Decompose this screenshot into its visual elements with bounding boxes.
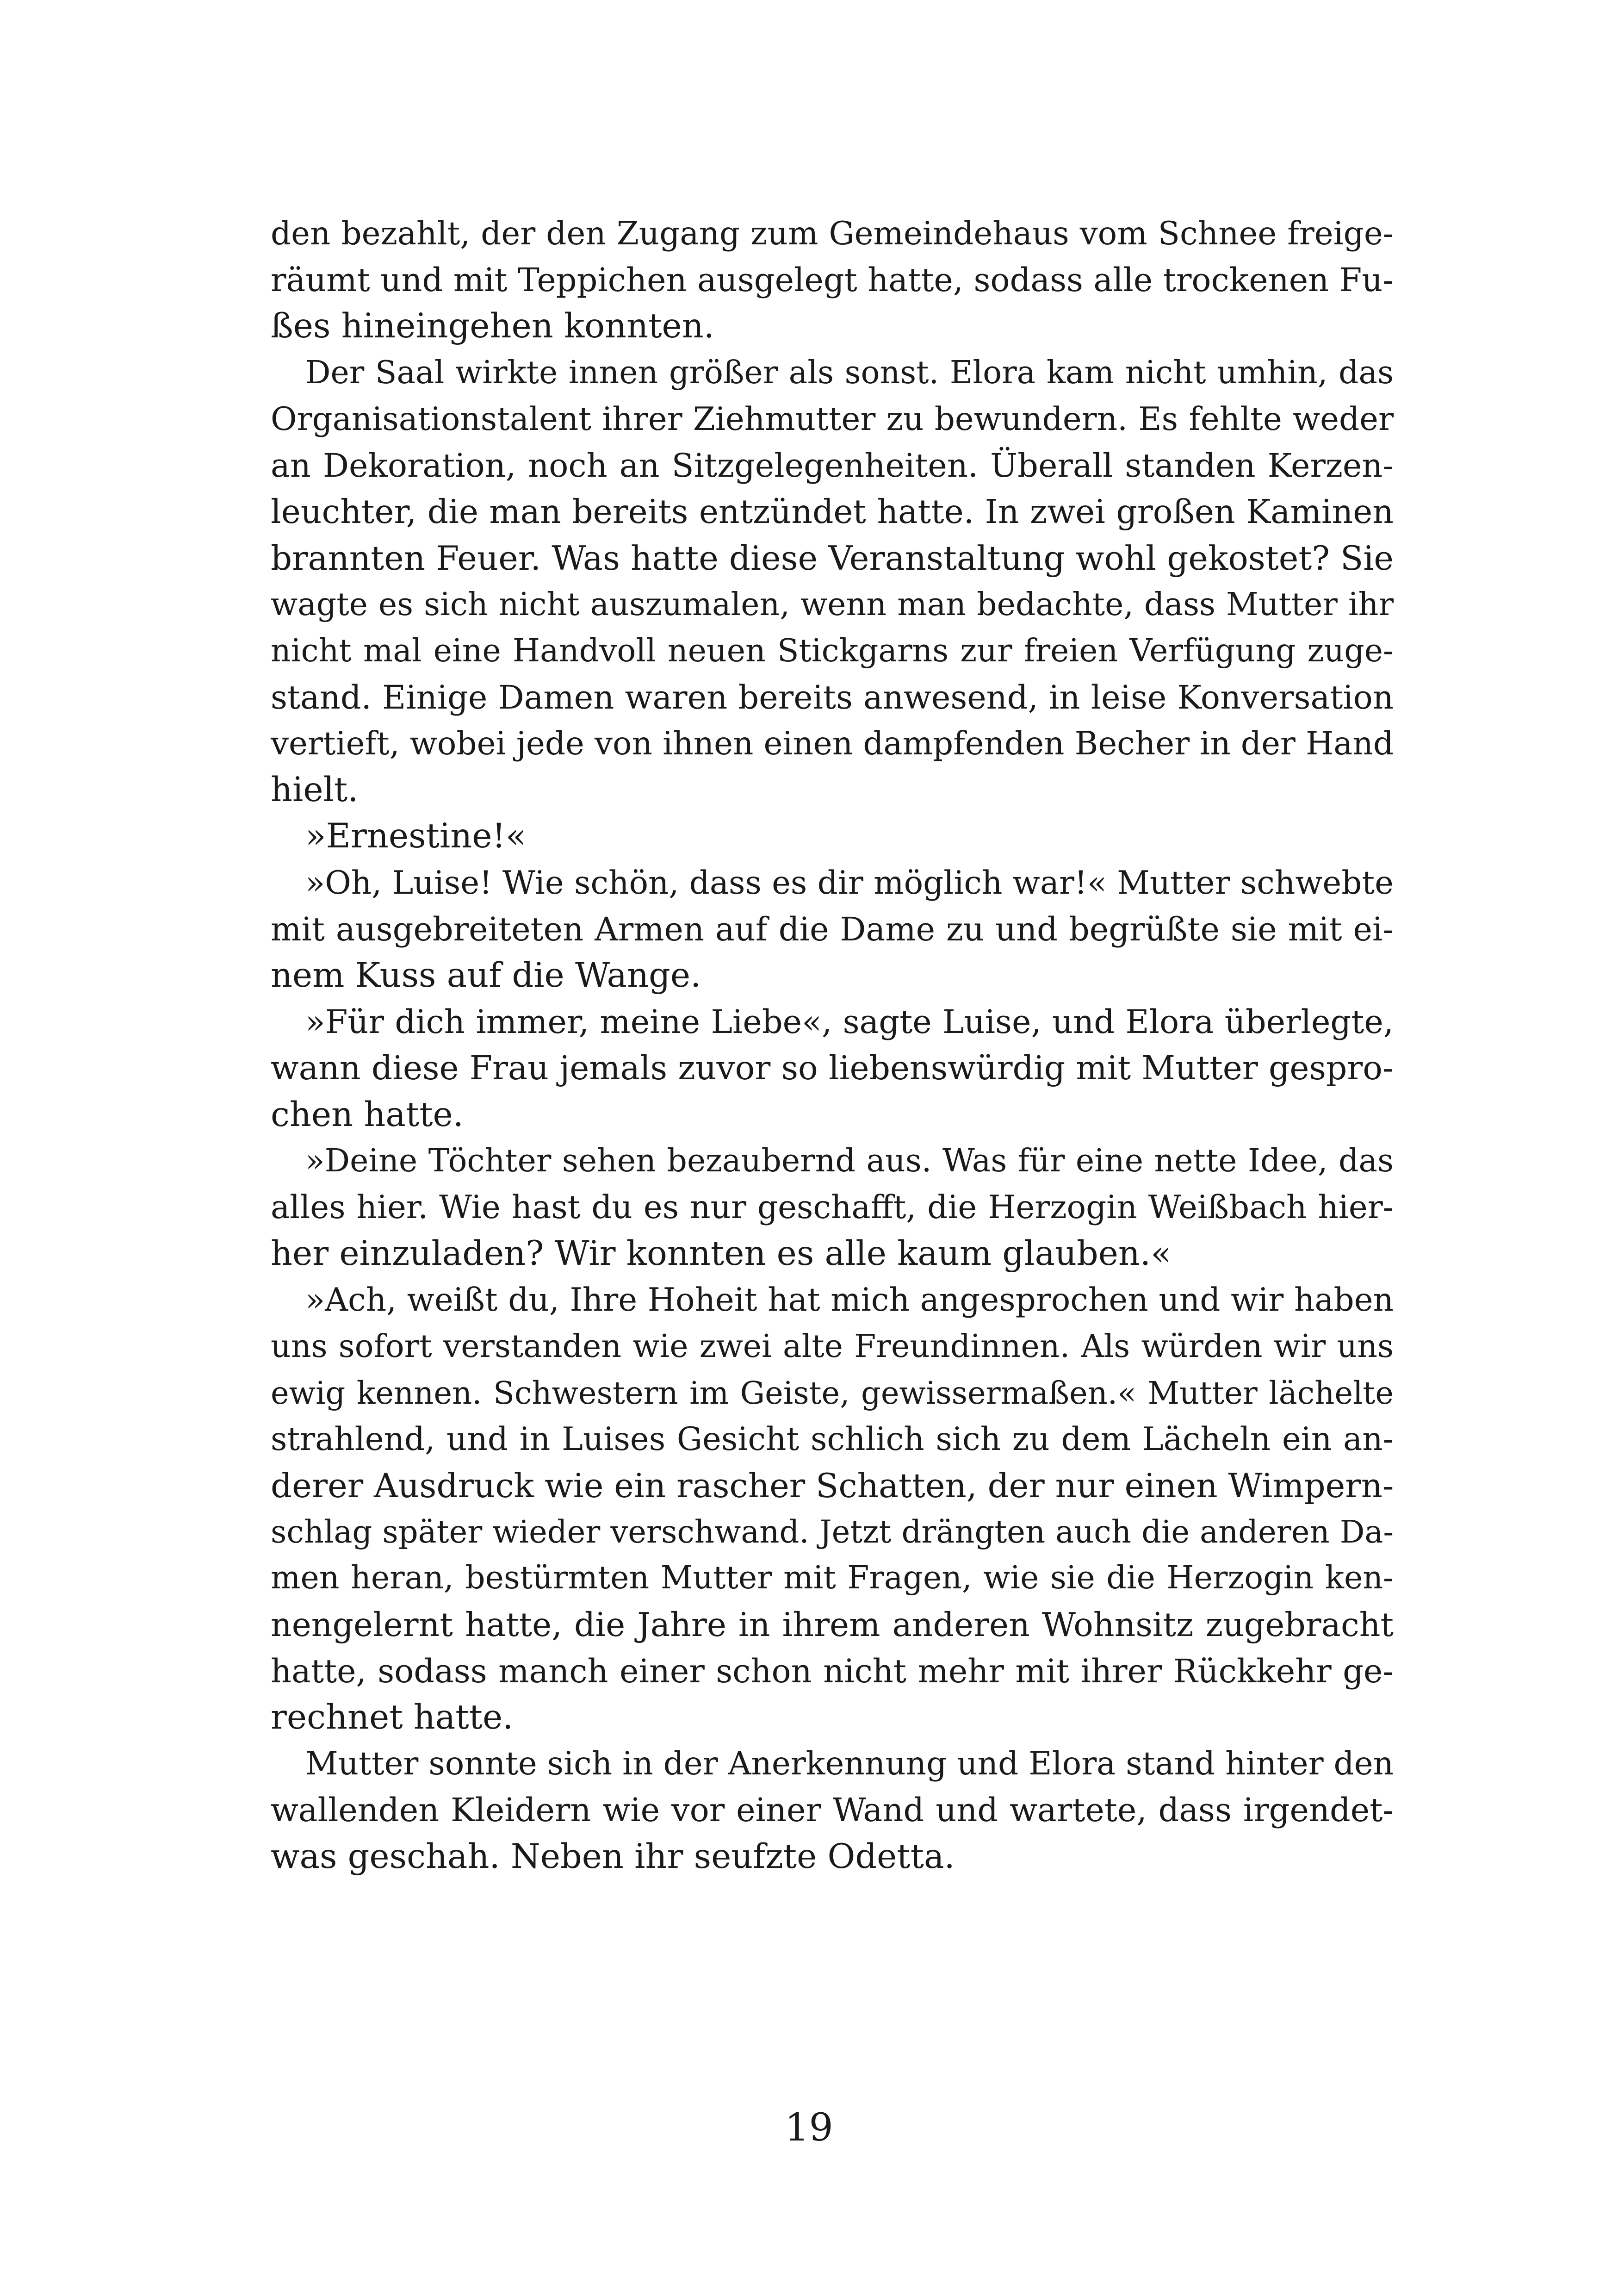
text-line: her einzuladen? Wir konnten es alle kaum glauben.«: [271, 1234, 1172, 1274]
text-line: »Deine Töchter sehen bezaubernd aus. Was für eine nette Idee, das: [305, 1142, 1394, 1179]
text-line: nicht mal eine Handvoll neuen Stickgarns zur freien Verfügung zuge-: [271, 632, 1394, 669]
text-line: hatte, sodass manch einer schon nicht mehr mit ihrer Rückkehr ge-: [271, 1652, 1394, 1690]
text-line: uns sofort verstanden wie zwei alte Freundinnen. Als würden wir uns: [271, 1328, 1394, 1365]
text-line: brannten Feuer. Was hatte diese Veranstaltung wohl gekostet? Sie: [271, 539, 1394, 578]
text-line: »Ach, weißt du, Ihre Hoheit hat mich angesprochen und wir haben: [305, 1282, 1394, 1319]
text-line: stand. Einige Damen waren bereits anwesend, in leise Konversation: [271, 678, 1394, 716]
body-text: [271, 211, 1394, 1880]
text-line: »Oh, Luise! Wie schön, dass es dir möglich war!« Mutter schwebte: [305, 864, 1394, 902]
text-line: derer Ausdruck wie ein rascher Schatten, der nur einen Wimpern-: [271, 1466, 1394, 1506]
text-line: rechnet hatte.: [271, 1698, 514, 1737]
text-line: »Ernestine!«: [305, 816, 527, 856]
text-line: hielt.: [271, 770, 359, 810]
text-line: mit ausgebreiteten Armen auf die Dame zu und begrüßte sie mit ei-: [271, 910, 1394, 948]
text-line: ßes hineingehen konnten.: [271, 306, 714, 346]
text-line: räumt und mit Teppichen ausgelegt hatte, sodass alle trockenen Fu-: [271, 261, 1394, 299]
text-line: wagte es sich nicht auszumalen, wenn man bedachte, dass Mutter ihr: [271, 586, 1394, 623]
text-line: an Dekoration, noch an Sitzgelegenheiten. Überall standen Kerzen-: [271, 446, 1394, 485]
text-line: alles hier. Wie hast du es nur geschafft, die Herzogin Weißbach hier-: [271, 1188, 1394, 1226]
text-line: leuchter, die man bereits entzündet hatte. In zwei großen Kaminen: [271, 492, 1394, 531]
text-line: Organisationstalent ihrer Ziehmutter zu bewundern. Es fehlte weder: [271, 400, 1394, 438]
text-line: strahlend, und in Luises Gesicht schlich sich zu dem Lächeln ein an-: [271, 1420, 1394, 1458]
text-line: nem Kuss auf die Wange.: [271, 956, 701, 995]
text-line: »Für dich immer, meine Liebe«, sagte Luise, und Elora überlegte,: [305, 1003, 1394, 1041]
text-line: ewig kennen. Schwestern im Geiste, gewissermaßen.« Mutter lächelte: [271, 1375, 1394, 1411]
page-number: 19: [785, 2106, 833, 2150]
text-line: chen hatte.: [271, 1095, 464, 1134]
text-line: Der Saal wirkte innen größer als sonst. Elora kam nicht umhin, das: [305, 354, 1394, 391]
text-line: men heran, bestürmten Mutter mit Fragen, wie sie die Herzogin ken-: [271, 1560, 1394, 1597]
text-line: Mutter sonnte sich in der Anerkennung und Elora stand hinter den: [305, 1745, 1394, 1783]
text-line: den bezahlt, der den Zugang zum Gemeindehaus vom Schnee freige-: [271, 215, 1394, 252]
text-line: nengelernt hatte, die Jahre in ihrem anderen Wohnsitz zugebracht: [271, 1605, 1394, 1644]
text-line: wallenden Kleidern wie vor einer Wand und wartete, dass irgendet-: [271, 1791, 1394, 1829]
text-line: was geschah. Neben ihr seufzte Odetta.: [271, 1836, 955, 1876]
text-line: wann diese Frau jemals zuvor so liebenswürdig mit Mutter gespro-: [271, 1049, 1394, 1088]
text-line: vertieft, wobei jede von ihnen einen dampfenden Becher in der Hand: [271, 725, 1394, 763]
text-line: schlag später wieder verschwand. Jetzt drängten auch die anderen Da-: [271, 1514, 1394, 1550]
